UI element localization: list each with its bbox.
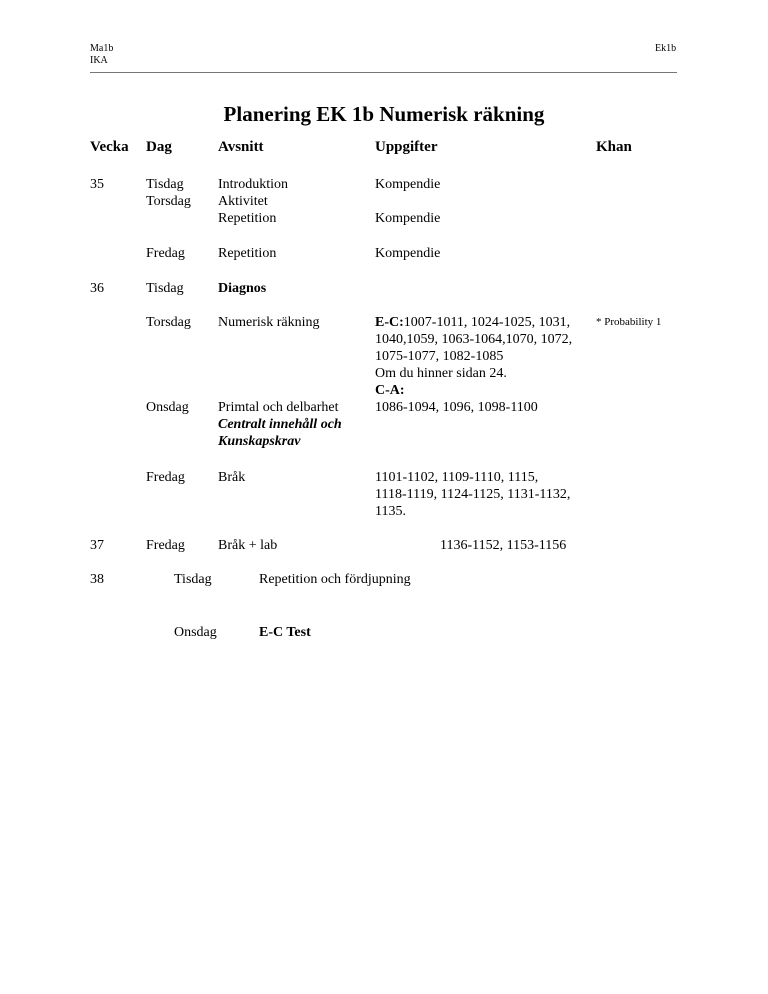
row-tasks: 1135. [375, 504, 406, 519]
row-section: Bråk + lab [218, 538, 278, 553]
row-week: 36 [90, 281, 104, 296]
row-day: Onsdag [146, 400, 189, 415]
column-header-dag: Dag [146, 139, 172, 155]
row-week: 38 [90, 572, 104, 587]
row-section-note: Kunskapskrav [218, 434, 301, 449]
header-course-code: Ma1b [90, 43, 114, 54]
row-tasks: 1075-1077, 1082-1085 [375, 349, 504, 364]
row-tasks: Om du hinner sidan 24. [375, 366, 507, 381]
row-day: Fredag [146, 538, 185, 553]
row-week: 35 [90, 177, 104, 192]
row-section: Repetition [218, 211, 277, 226]
tasks-range: 1007-1011, 1024-1025, 1031, [403, 315, 571, 330]
row-tasks: Kompendie [375, 246, 441, 261]
row-section-test: E-C Test [259, 625, 311, 640]
column-header-avsnitt: Avsnitt [218, 139, 264, 155]
tasks-level-label: E-C: [375, 315, 404, 330]
row-section: Numerisk räkning [218, 315, 320, 330]
khan-link: * Probability 1 [596, 316, 662, 328]
column-header-khan: Khan [596, 139, 632, 155]
row-tasks: Kompendie [375, 177, 441, 192]
row-tasks: 1101-1102, 1109-1110, 1115, [375, 470, 539, 485]
row-section: Primtal och delbarhet [218, 400, 339, 415]
row-tasks: 1040,1059, 1063-1064,1070, 1072, [375, 332, 573, 347]
row-section-diagnos: Diagnos [218, 281, 267, 296]
row-day: Torsdag [146, 315, 191, 330]
column-header-vecka: Vecka [90, 139, 129, 155]
row-week: 37 [90, 538, 104, 553]
row-section: Aktivitet [218, 194, 268, 209]
header-divider [90, 72, 677, 73]
row-section: Repetition [218, 246, 277, 261]
header-school: IKA [90, 55, 108, 66]
row-day: Tisdag [146, 281, 184, 296]
row-tasks: 1118-1119, 1124-1125, 1131-1132, [375, 487, 571, 502]
row-tasks: 1136-1152, 1153-1156 [440, 538, 567, 553]
row-day: Tisdag [174, 572, 212, 587]
tasks-level-label: C-A: [375, 383, 405, 398]
row-day: Torsdag [146, 194, 191, 209]
row-section: Repetition och fördjupning [259, 572, 411, 587]
row-section: Bråk [218, 470, 246, 485]
row-tasks: Kompendie [375, 211, 441, 226]
row-day: Onsdag [174, 625, 217, 640]
row-day: Fredag [146, 246, 185, 261]
row-day: Tisdag [146, 177, 184, 192]
row-tasks [375, 314, 570, 331]
row-tasks: 1086-1094, 1096, 1098-1100 [375, 400, 538, 415]
row-section: Introduktion [218, 177, 288, 192]
row-section-note: Centralt innehåll och [218, 417, 342, 432]
row-day: Fredag [146, 470, 185, 485]
column-header-uppgifter: Uppgifter [375, 139, 438, 155]
header-right-code: Ek1b [655, 43, 677, 54]
page-title: Planering EK 1b Numerisk räkning [223, 102, 545, 126]
